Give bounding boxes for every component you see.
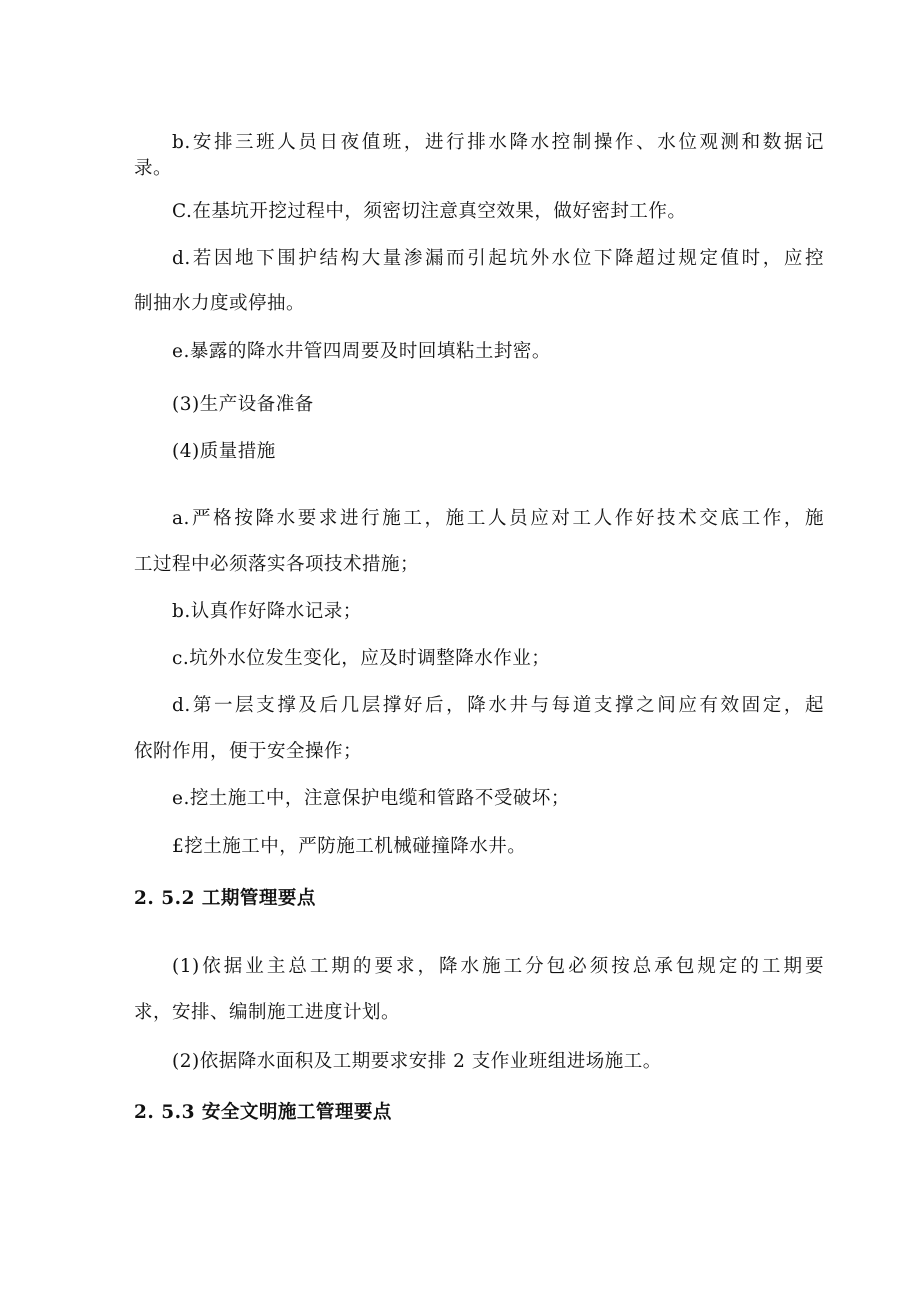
schedule-item-1-line-2: 求，安排、编制施工进度计划。: [134, 1002, 401, 1023]
item-4-quality-measures: (4)质量措施: [172, 441, 276, 462]
quality-f: £挖土施工中，严防施工机械碰撞降水井。: [172, 836, 527, 857]
item-3-production-equipment: (3)生产设备准备: [172, 394, 314, 415]
paragraph-b-line-2: 录。: [134, 158, 173, 179]
quality-a-line-2: 工过程中必须落实各项技术措施；: [134, 554, 420, 575]
paragraph-c: C.在基坑开挖过程中，须密切注意真空效果，做好密封工作。: [172, 201, 687, 222]
quality-a-line-1: a.严格按降水要求进行施工，施工人员应对工人作好技术交底工作，施: [172, 508, 824, 529]
quality-c: c.坑外水位发生变化，应及时调整降水作业；: [172, 648, 551, 669]
quality-d-line-2: 依附作用，便于安全操作；: [134, 741, 363, 762]
paragraph-e: e.暴露的降水井管四周要及时回填粘土封密。: [172, 341, 551, 362]
paragraph-d-line-2: 制抽水力度或停抽。: [134, 293, 306, 314]
schedule-item-2: (2)依据降水面积及工期要求安排 2 支作业班组进场施工。: [172, 1051, 662, 1072]
paragraph-b-line-1: b.安排三班人员日夜值班，进行排水降水控制操作、水位观测和数据记: [172, 132, 824, 153]
quality-e: e.挖土施工中，注意保护电缆和管路不受破坏；: [172, 788, 570, 809]
quality-d-line-1: d.第一层支撑及后几层撑好后，降水井与每道支撑之间应有效固定，起: [172, 695, 824, 716]
section-heading-safety-management: 2. 5.3 安全文明施工管理要点: [134, 1102, 392, 1123]
quality-b: b.认真作好降水记录；: [172, 601, 362, 622]
schedule-item-1-line-1: (1)依据业主总工期的要求，降水施工分包必须按总承包规定的工期要: [172, 956, 824, 977]
section-heading-schedule-management: 2. 5.2 工期管理要点: [134, 888, 316, 909]
paragraph-d-line-1: d.若因地下围护结构大量渗漏而引起坑外水位下降超过规定值时，应控: [172, 248, 824, 269]
